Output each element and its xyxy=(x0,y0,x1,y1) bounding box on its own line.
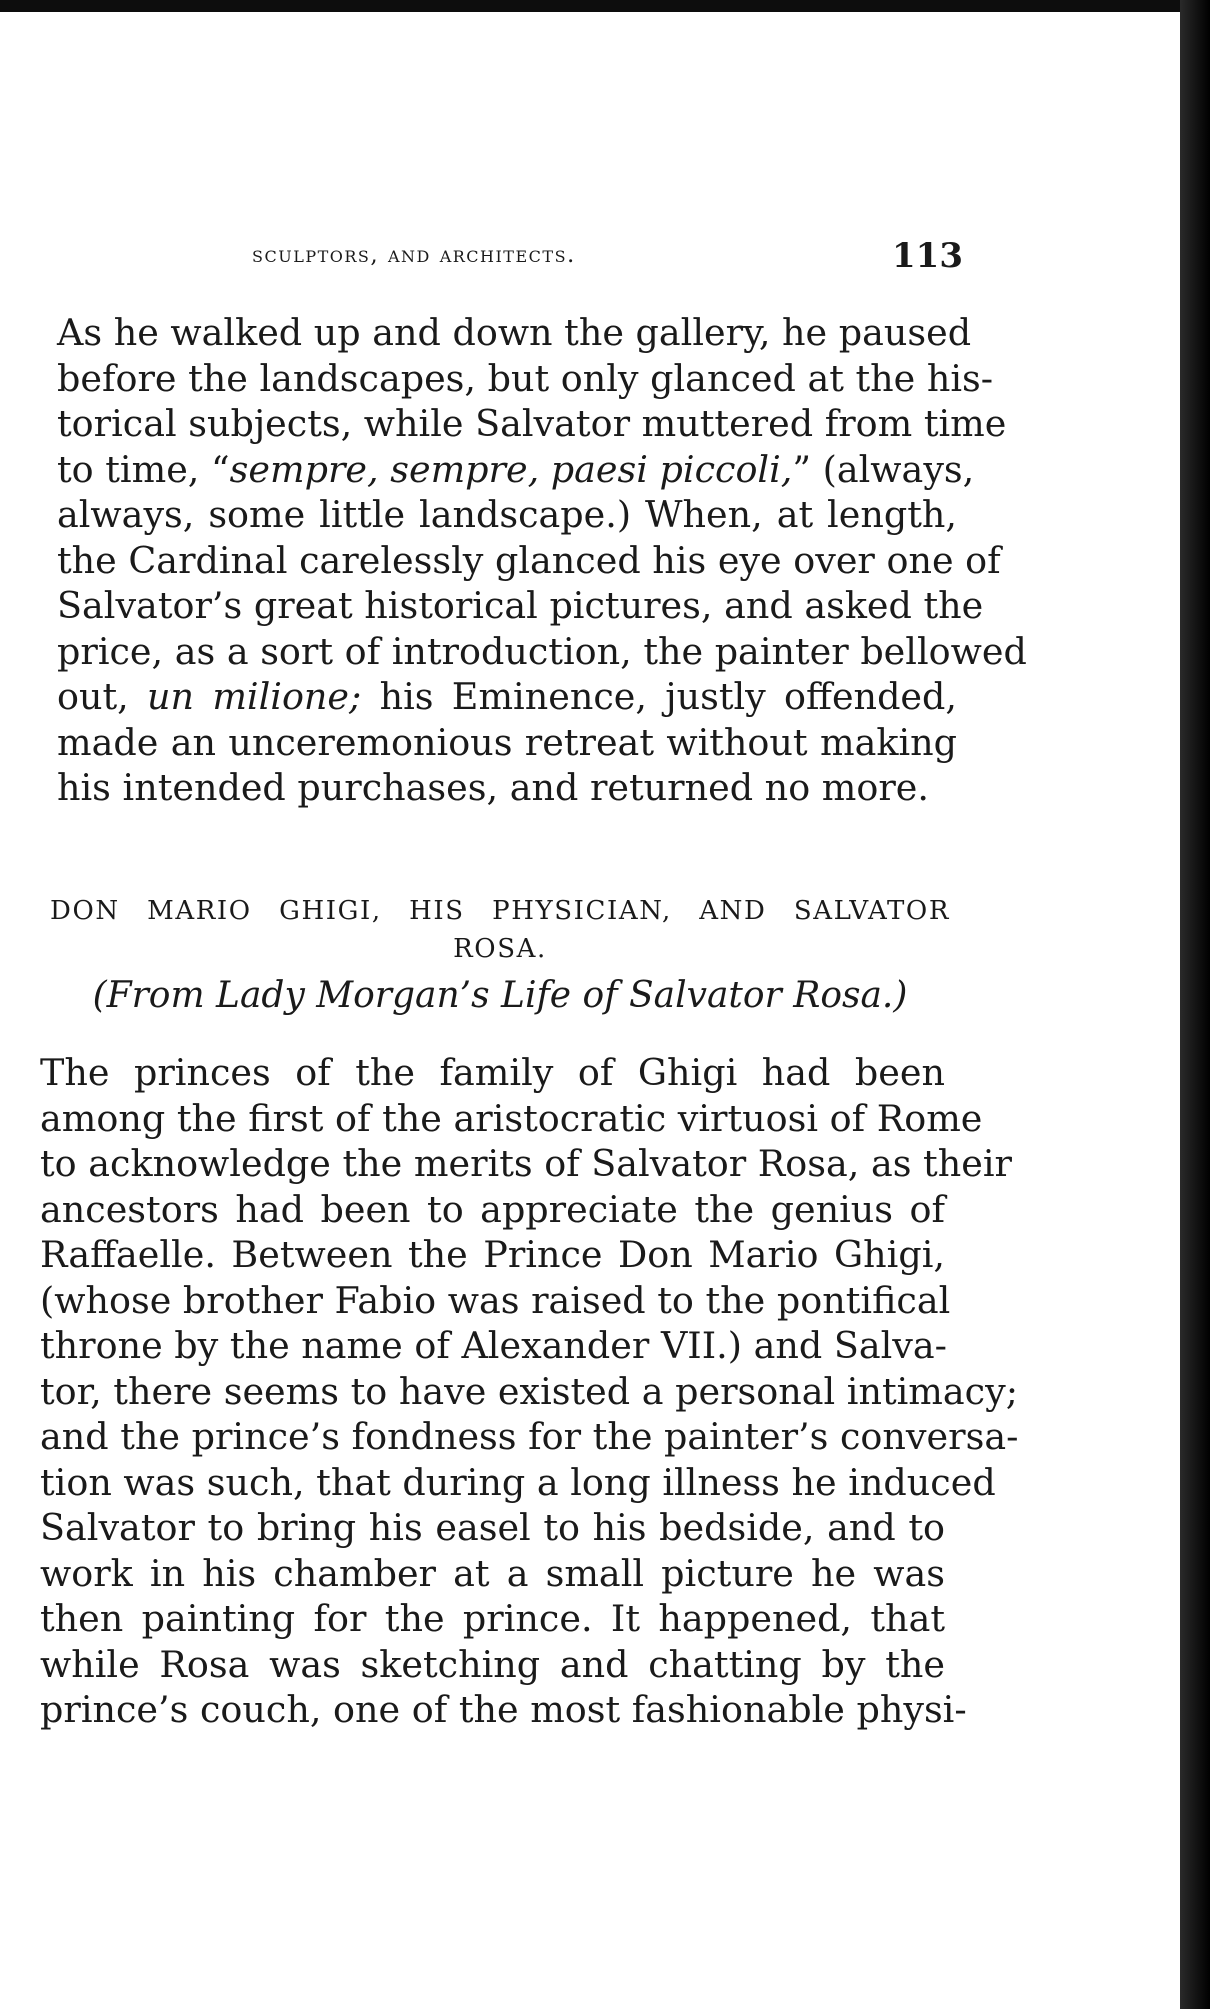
text-line: made an unceremonious retreat without making xyxy=(57,720,957,764)
text-line: tor, there seems to have existed a personal intimacy; xyxy=(40,1369,1019,1413)
text-line: tion was such, that during a long illness he induced xyxy=(40,1460,996,1504)
italic-quote: sempre, sempre, paesi piccoli, xyxy=(229,447,793,491)
section-heading-line: ROSA. xyxy=(453,934,547,964)
paragraph-gallery xyxy=(57,310,1027,811)
text-line: Salvator to bring his easel to his bedside, and to xyxy=(40,1506,945,1549)
text-line: ancestors had been to appreciate the genius of xyxy=(40,1187,945,1231)
text-line: work in his chamber at a small picture he was xyxy=(40,1551,945,1595)
text-line: price, as a sort of introduction, the painter bellowed xyxy=(57,629,1027,673)
text-line: before the landscapes, but only glanced at the his- xyxy=(57,356,994,400)
text-line: always, some little landscape.) When, at length, xyxy=(57,493,957,536)
text-line: Salvator’s great historical pictures, and asked the xyxy=(57,584,984,627)
text-fragment: to time, “ xyxy=(57,447,230,491)
text-line: The princes of the family of Ghigi had been xyxy=(40,1051,945,1094)
text-line: Raffaelle. Between the Prince Don Mario Ghigi, xyxy=(40,1233,945,1276)
section-heading xyxy=(50,892,950,968)
page-edge-right xyxy=(1180,0,1210,2009)
text-line-milione xyxy=(57,674,957,720)
section-heading-line: DON MARIO GHIGI, HIS PHYSICIAN, AND SALVATOR xyxy=(50,896,950,926)
text-line: (whose brother Fabio was raised to the pontifical xyxy=(40,1278,951,1322)
text-line: while Rosa was sketching and chatting by the xyxy=(40,1642,945,1686)
text-line: the Cardinal carelessly glanced his eye over one of xyxy=(57,538,1001,582)
text-line: then painting for the prince. It happened, that xyxy=(40,1597,945,1640)
text-fragment: out, xyxy=(57,675,148,718)
text-fragment: ” (always, xyxy=(792,447,975,491)
text-line: to acknowledge the merits of Salvator Rosa, as their xyxy=(40,1142,1012,1185)
text-line-quote xyxy=(57,447,975,493)
text-line: among the first of the aristocratic virtuosi of Rome xyxy=(40,1096,983,1140)
page-number: 113 xyxy=(892,236,963,276)
text-line: and the prince’s fondness for the painter’s conversa- xyxy=(40,1415,1019,1458)
italic-un-milione: un milione; xyxy=(147,675,362,718)
text-fragment: his Eminence, justly offended, xyxy=(361,675,957,718)
text-line: his intended purchases, and returned no more. xyxy=(57,766,930,809)
running-head: sculptors, and architects. xyxy=(252,242,576,268)
book-page xyxy=(20,0,1027,2009)
paragraph-ghigi xyxy=(40,1050,1019,1733)
text-line: prince’s couch, one of the most fashionable physi- xyxy=(40,1688,967,1731)
text-line: torical subjects, while Salvator muttered from time xyxy=(57,402,1007,445)
source-citation: (From Lady Morgan’s Life of Salvator Rosa.) xyxy=(92,975,908,1016)
text-line: As he walked up and down the gallery, he paused xyxy=(57,311,972,354)
page-header xyxy=(20,236,963,282)
text-line: throne by the name of Alexander VII.) and Salva- xyxy=(40,1324,947,1367)
